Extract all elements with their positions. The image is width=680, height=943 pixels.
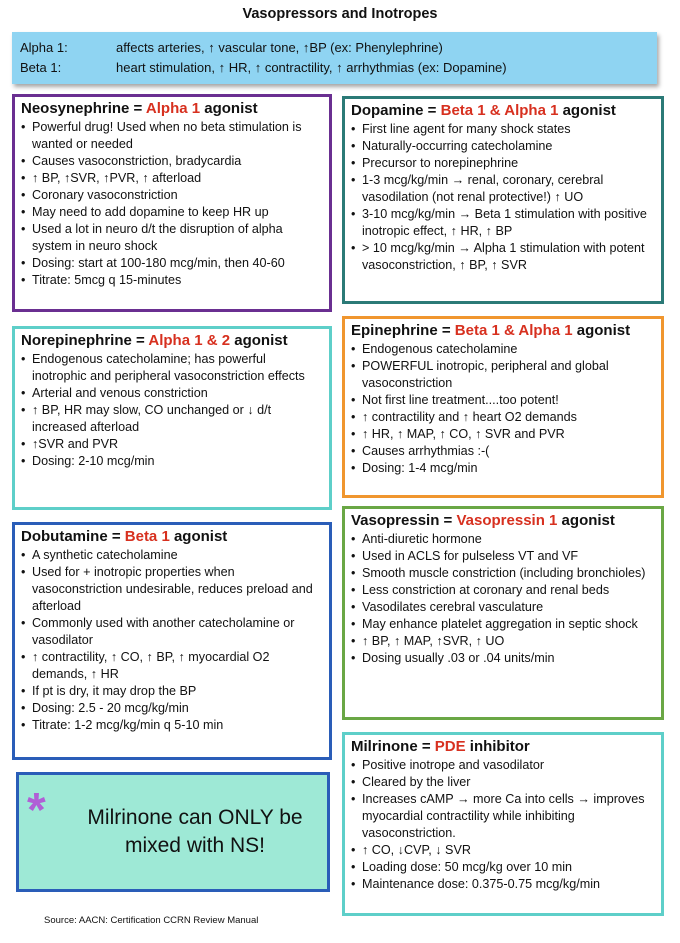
- bullet-item: • Powerful drug! Used when no beta stimulation is wanted or needed: [21, 119, 323, 153]
- bullet-item: • If pt is dry, it may drop the BP: [21, 683, 323, 700]
- receptor-class: PDE: [434, 738, 466, 755]
- action-type: agonist: [200, 100, 258, 117]
- bullet-item: • Less constriction at coronary and renal beds: [351, 582, 655, 599]
- legend-row-beta: [20, 58, 649, 78]
- bullet-item: • Not first line treatment....too potent!: [351, 392, 655, 409]
- receptor-class: Beta 1 & Alpha 1: [454, 322, 573, 339]
- bullet-item: • Naturally-occurring catecholamine: [351, 138, 655, 155]
- bullet-item: • Anti-diuretic hormone: [351, 531, 655, 548]
- bullet-item: • ↑ HR, ↑ MAP, ↑ CO, ↑ SVR and PVR: [351, 426, 655, 443]
- bullet-item: • ↑ contractility and ↑ heart O2 demands: [351, 409, 655, 426]
- drug-name: Neosynephrine =: [21, 100, 146, 117]
- receptor-class: Beta 1: [124, 528, 170, 545]
- legend-key: Alpha 1:: [20, 40, 68, 55]
- drug-name: Milrinone =: [351, 738, 435, 755]
- receptor-class: Alpha 1: [145, 100, 201, 117]
- bullet-item: • Dosing: 1-4 mcg/min: [351, 460, 655, 477]
- bullet-item: • First line agent for many shock states: [351, 121, 655, 138]
- bullet-item: • Vasodilates cerebral vasculature: [351, 599, 655, 616]
- bullet-item: • A synthetic catecholamine: [21, 547, 323, 564]
- card-heading: [351, 321, 655, 340]
- bullet-item: • Commonly used with another catecholamine or vasodilator: [21, 615, 323, 649]
- bullet-item: • > 10 mcg/kg/min → Alpha 1 stimulation with potent vasoconstriction, ↑ BP, ↑ SVR: [351, 240, 655, 274]
- drug-name: Vasopressin =: [351, 512, 457, 529]
- drug-name: Dopamine =: [351, 102, 441, 119]
- page-title: Vasopressors and Inotropes: [242, 6, 438, 22]
- bullet-item: • Titrate: 1-2 mcg/kg/min q 5-10 min: [21, 717, 323, 734]
- card-neosynephrine: [12, 94, 332, 312]
- bullet-list: [351, 341, 655, 477]
- bullet-item: • ↑ BP, ↑ MAP, ↑SVR, ↑ UO: [351, 633, 655, 650]
- bullet-list: [351, 121, 655, 274]
- bullet-item: • Dosing: 2-10 mcg/min: [21, 453, 323, 470]
- source-citation: Source: AACN: Certification CCRN Review Manual: [44, 915, 259, 926]
- milrinone-note: [16, 772, 330, 892]
- action-type: agonist: [572, 322, 631, 339]
- bullet-item: • ↑SVR and PVR: [21, 436, 323, 453]
- action-type: agonist: [169, 528, 228, 545]
- drug-name: Epinephrine =: [351, 322, 455, 339]
- card-dobutamine: [12, 522, 332, 760]
- bullet-item: • ↑ CO, ↓CVP, ↓ SVR: [351, 842, 655, 859]
- bullet-item: • Endogenous catecholamine: [351, 341, 655, 358]
- drug-name: Dobutamine =: [21, 528, 125, 545]
- drug-name: Norepinephrine =: [21, 332, 149, 349]
- card-heading: [351, 101, 655, 120]
- legend-text: heart stimulation, ↑ HR, ↑ contractility, ↑ arrhythmias (ex: Dopamine): [116, 60, 507, 75]
- note-text: Milrinone can ONLY be mixed with NS!: [87, 806, 303, 857]
- bullet-item: • Causes arrhythmias :-(: [351, 443, 655, 460]
- bullet-item: • ↑ contractility, ↑ CO, ↑ BP, ↑ myocardial O2 demands, ↑ HR: [21, 649, 323, 683]
- card-epinephrine: [342, 316, 664, 498]
- bullet-item: • Used in ACLS for pulseless VT and VF: [351, 548, 655, 565]
- bullet-item: • May need to add dopamine to keep HR up: [21, 204, 323, 221]
- card-norepinephrine: [12, 326, 332, 510]
- receptor-class: Alpha 1 & 2: [148, 332, 231, 349]
- action-type: agonist: [230, 332, 288, 349]
- card-heading: [21, 99, 323, 118]
- action-type: agonist: [558, 102, 616, 119]
- action-type: agonist: [557, 512, 615, 529]
- card-heading: [351, 511, 655, 530]
- bullet-item: • Arterial and venous constriction: [21, 385, 323, 402]
- bullet-item: • Cleared by the liver: [351, 774, 655, 791]
- receptor-class: Beta 1 & Alpha 1: [440, 102, 559, 119]
- bullet-item: • ↑ BP, ↑SVR, ↑PVR, ↑ afterload: [21, 170, 323, 187]
- receptor-legend: [12, 32, 657, 84]
- bullet-item: • Used for + inotropic properties when vasoconstriction undesirable, reduces preload and afterload: [21, 564, 323, 615]
- bullet-item: • POWERFUL inotropic, peripheral and global vasoconstriction: [351, 358, 655, 392]
- legend-row-alpha: [20, 38, 649, 58]
- bullet-list: [21, 351, 323, 470]
- card-heading: [351, 737, 655, 756]
- bullet-item: • Loading dose: 50 mcg/kg over 10 min: [351, 859, 655, 876]
- bullet-item: • Endogenous catecholamine; has powerful inotrophic and peripheral vasoconstriction effects: [21, 351, 323, 385]
- bullet-item: • Precursor to norepinephrine: [351, 155, 655, 172]
- legend-key: Beta 1:: [20, 60, 62, 75]
- action-type: inhibitor: [465, 738, 530, 755]
- bullet-item: • Coronary vasoconstriction: [21, 187, 323, 204]
- bullet-item: • Dosing usually .03 or .04 units/min: [351, 650, 655, 667]
- bullet-item: • Maintenance dose: 0.375-0.75 mcg/kg/min: [351, 876, 655, 893]
- bullet-item: • 3-10 mcg/kg/min → Beta 1 stimulation with positive inotropic effect, ↑ HR, ↑ BP: [351, 206, 655, 240]
- bullet-item: • Smooth muscle constriction (including bronchioles): [351, 565, 655, 582]
- bullet-item: • Dosing: start at 100-180 mcg/min, then 40-60: [21, 255, 323, 272]
- card-milrinone: [342, 732, 664, 916]
- bullet-item: • Positive inotrope and vasodilator: [351, 757, 655, 774]
- bullet-list: [351, 531, 655, 667]
- card-vasopressin: [342, 506, 664, 720]
- bullet-list: [21, 119, 323, 289]
- bullet-item: • Titrate: 5mcg q 15-minutes: [21, 272, 323, 289]
- legend-text: affects arteries, ↑ vascular tone, ↑BP (ex: Phenylephrine): [116, 40, 443, 55]
- bullet-item: • Used a lot in neuro d/t the disruption of alpha system in neuro shock: [21, 221, 323, 255]
- bullet-item: • Increases cAMP → more Ca into cells → improves myocardial contractility while inhibiting vasoconstriction.: [351, 791, 655, 842]
- asterisk-icon: *: [27, 784, 46, 837]
- bullet-list: [351, 757, 655, 893]
- bullet-item: • 1-3 mcg/kg/min → renal, coronary, cerebral vasodilation (not renal protective!) ↑ UO: [351, 172, 655, 206]
- card-heading: [21, 331, 323, 350]
- bullet-item: • Causes vasoconstriction, bradycardia: [21, 153, 323, 170]
- bullet-item: • ↑ BP, HR may slow, CO unchanged or ↓ d/t increased afterload: [21, 402, 323, 436]
- bullet-item: • May enhance platelet aggregation in septic shock: [351, 616, 655, 633]
- bullet-list: [21, 547, 323, 734]
- bullet-item: • Dosing: 2.5 - 20 mcg/kg/min: [21, 700, 323, 717]
- receptor-class: Vasopressin 1: [456, 512, 558, 529]
- card-heading: [21, 527, 323, 546]
- card-dopamine: [342, 96, 664, 304]
